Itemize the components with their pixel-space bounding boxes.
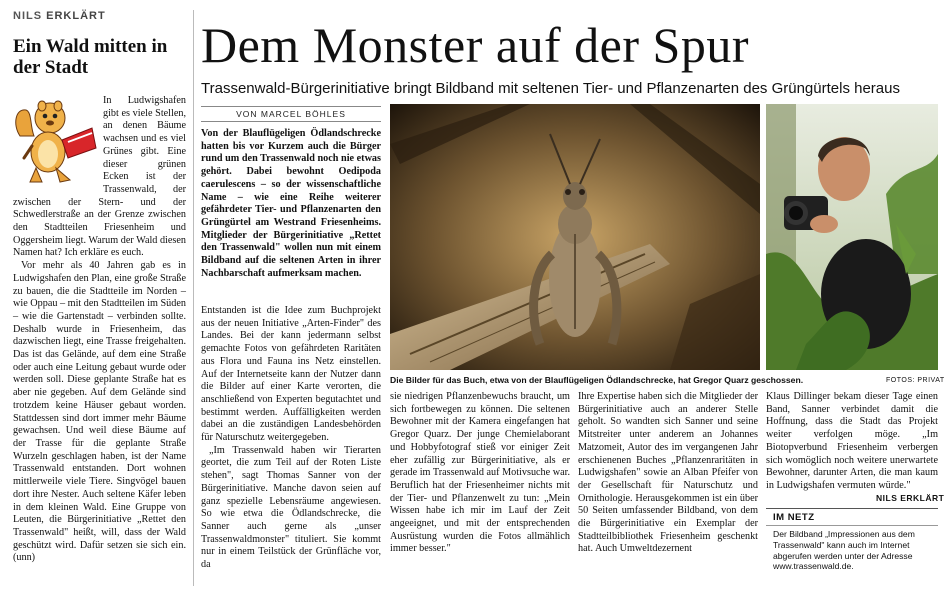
article-column-3: Ihre Expertise haben sich die Mitglieder der Bürgerinitiative auch an anderer Stelle geholt. So wandten sich Sanner und seine Mitstreiter unter anderem an Johannes Matzomeit, Autor des im vergangenen Jahr erschienenen Buches „Pflanzenraritäten in Ludwigshafen" sowie an Alban Pfeifer von der Gesellschaft für Naturschutz und Ornithologie. Herausgekommen ist ein über 50 Seiten umfassender Bildband, von dem die Bürgerinitiative ein Exemplar der Stadtteilbibliothek Friesenheim geschenkt hat. Auch Umweltdezernent (578, 391, 758, 555)
article-column-1 (201, 305, 381, 572)
sidebar-body (13, 95, 186, 565)
info-box-title-rule (766, 525, 938, 526)
author-signature: NILS ERKLÄRT (876, 493, 945, 503)
column-1-paragraph-1: Entstanden ist die Idee zum Buchprojekt aus der neuen Initiative „Arten-Finder" des Landes. Bei der kann jedermann selbst gemachte Fotos von gefährdeten Raritäten aus Flora und Fauna ins Netz einstellen. Auf der Internetseite kann der Nutzer dann die Bilder auf einer Karte verorten, die anschließend von Experten begutachtet und bestimmt werden. Auffälligkeiten werden dabei an die zuständigen Landesbehörden für Naturschutz weitergegeben. (201, 305, 381, 444)
kicker-verb: ERKLÄRT (46, 10, 106, 22)
sidebar-paragraph-1: In Ludwigshafen gibt es viele Stellen, an denen Bäume wachsen und es viel Grünes gibt. Eine dieser grünen Ecken ist der Trassenwald, der zwischen der Stern- und der Schwedlerstraße an der Grenze zwischen den Stadtteilen Friesenheim und Oggersheim liegt. Warum der Wald diesen Namen hat? Ich erkläre es euch. (13, 95, 186, 259)
article-headline: Dem Monster auf der Spur (201, 17, 749, 73)
info-box-text: Der Bildband „Impressionen aus dem Trassenwald" kann auch im Internet abgerufen werden unter der Adresse www.trassenwald.de. (773, 529, 915, 572)
article-column-4: Klaus Dillinger bekam dieser Tage einen Band, Sanner verbindet damit die Hoffnung, dass die Stadt das Projekt weiter verfolgen möge. „Im Biotopverbund Friesenheim verbergen sich womöglich noch weitere unerwartete Bewohner, darunter Arten, die man kaum in Ludwigshafen vermuten würde." (766, 391, 938, 491)
sidebar-paragraph-2: Vor mehr als 40 Jahren gab es in Ludwigshafen den Plan, eine große Straße zu bauen, die die Stadtteile im Norden – wie Oppau – mit den Stadtteilen im Süden – wie die Gartenstadt – verbinden sollte. Deshalb wurde in Friesenheim, das dazwischen liegt, eine Trasse freigehalten. Das ist das Gelände, auf dem eine Straße oder auch eine Leitung gebaut wurde oder werden soll. Diese geplante Straße hat es aber nie gegeben. Auf dem Gelände sind trotzdem keine Häuser gebaut worden. Stattdessen sind dort immer mehr Bäume gewachsen. Und weil diese Bäume auf der Trasse für die geplante Straße Wurzeln geschlagen haben, ist der Name Trassenwald entstanden. Dort wohnen mittlerweile viele Tiere. Singvögel bauen dort ihre Nester. Auch seltene Käfer leben in dem kleinen Wald. Eine Gruppe von Leuten, die Bürgerinitiative „Rettet den Trassenwald" heißt, will, dass der Wald geschützt wird. Dafür setzen sie sich ein. (unn) (13, 260, 186, 564)
info-box-rule (766, 508, 938, 509)
article-subhead: Trassenwald-Bürgerinitiative bringt Bildband mit seltenen Tier- und Pflanzenarten des Grüngürtels heraus (201, 80, 900, 97)
column-1-paragraph-2: „Im Trassenwald haben wir Tierarten geortet, die zum Teil auf der Roten Liste stehen", sagt Thomas Sanner von der Bürgerinitiative. Manche davon seien auf ganz spezielle Lebensräume angewiesen. So wie etwa die Ödlandschrecke, die Sanner auch gerne als „unser Trassenwaldmonster" tituliert. Sie kommt nur in einem Teilstück der Grünfläche vor, da (201, 444, 381, 571)
grasshopper-photo (390, 104, 760, 370)
sidebar-kicker (13, 10, 106, 22)
photo-caption: Die Bilder für das Buch, etwa von der Blauflügeligen Ödlandschrecke, hat Gregor Quarz geschossen. (390, 375, 804, 385)
byline-rule-bottom (201, 121, 381, 122)
photo-credit: FOTOS: PRIVAT (886, 377, 945, 384)
article-byline: VON MARCEL BÖHLES (236, 109, 346, 119)
photographer-photo (766, 104, 938, 370)
sidebar-title: Ein Wald mitten in der Stadt (13, 36, 168, 78)
info-box-title: IM NETZ (773, 512, 815, 523)
byline-rule-top (201, 106, 381, 107)
article-lead: Von der Blauflügeligen Ödlandschrecke hatten bis vor Kurzem auch die Bürger rund um den Trassenwald noch nie etwas gehört. Dabei bewohnt Oedipoda caerulescens – so der wissenschaftliche Name – wie eine Reihe weiterer gefährdeter Tier- und Pflanzenarten den Grüngürtel am Westrand Friesenheims. Mitglieder der Bürgerinitiative „Rettet den Trassenwald" wollen nun mit einem Bildband auf die seltenen Arten in ihrer Nachbarschaft aufmerksam machen. (201, 128, 381, 279)
article-column-2: sie niedrigen Pflanzenbewuchs braucht, um sich fortbewegen zu können. Die seltenen Bewohner mit der Kamera eingefangen hat Gregor Quarz. Der junge Chemielaborant und Hobbyfotograf stieß vor einiger Zeit eher zufällig zur Bürgerinitiative, als er gerade im Trassenwald auf Motivsuche war. Beruflich hat der Friesenheimer nichts mit der Tier- und Pflanzenwelt zu tun: „Mein Wissen habe ich mir im Lauf der Zeit angeeignet, und mit der entsprechenden Ausrüstung wurden die Fotos allmählich immer besser." (390, 391, 570, 555)
sidebar-divider (193, 10, 194, 586)
kicker-author: NILS (13, 10, 43, 22)
